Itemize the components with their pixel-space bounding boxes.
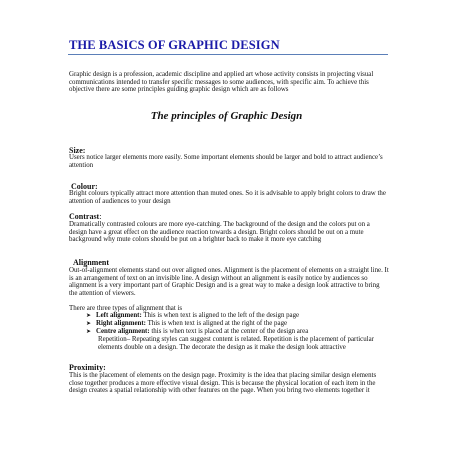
alignment-type-centre-label: Centre alignment: [96,328,150,335]
contrast-heading-label: Contrast [69,212,100,221]
arrow-bullet-icon: ➤ [86,313,92,319]
title-underline [68,54,388,55]
contrast-heading [69,212,101,221]
alignment-type-left-text: This is when text is aligned to the left of the design page [141,312,300,319]
intro-paragraph: Graphic design is a profession, academic discipline and applied art whose activity consists in projecting visual communications intended to transfer specific messages to some audiences, with specific aim. To achieve this objective there are some principles guiding graphic design which are as follows [69,71,374,94]
colour-heading: Colour: [71,182,98,191]
document-title: THE BASICS OF GRAPHIC DESIGN [69,38,280,52]
alignment-heading: Alignment [73,258,109,267]
size-text: Users notice larger elements more easily. Some important elements should be larger and bold to attract audience’s attention [69,154,383,169]
alignment-type-right-text: This is when text is aligned at the right of the page [145,320,288,327]
alignment-type-centre-text: this is when text is placed at the center of the design area [149,328,309,335]
repetition-text: Repetition– Repeating styles can suggest content is related. Repetition is the placement of particular elements double on a design. The decorate the design as it make the design look attractive [98,336,374,351]
colour-text: Bright colours typically attract more attention than muted ones. So it is advisable to apply bright colors to draw the attention of audiences to your design [69,190,386,205]
alignment-type-right-label: Right alignment: [96,320,146,327]
size-heading: Size: [69,146,86,155]
alignment-types-intro: There are three types of alignment that is [69,305,183,312]
principles-subtitle: The principles of Graphic Design [150,110,303,122]
arrow-bullet-icon: ➤ [86,329,92,335]
alignment-text: Out-of-alignment elements stand out over aligned ones. Alignment is the placement of elements on a straight line. It is an arrangement of text on an invisible line. A design without an alignment is easily notice by audiences so alignment is a very important part of Graphic Design and is a great way to make a design look attractive to bring the attention of viewers. [69,267,389,297]
proximity-text: This is the placement of elements on the design page. Proximity is the idea that placing similar design elements close together produces a more effective visual design. This is because the physical location of each item in the design creates a spatial relationship with other features on the page. When you bring two elements together it [69,372,377,395]
alignment-type-left-label: Left alignment: [96,312,142,319]
contrast-heading-colon: : [99,212,102,221]
proximity-heading: Proximity: [69,363,106,372]
contrast-text: Dramatically contrasted colours are more eye-catching. The background of the design and the colors put on a design have a great effect on the audience reaction towards a design. Bright colors should be out on a mute background why mute colors should be put on a brighter back to make it more eye catching [69,221,370,244]
arrow-bullet-icon: ➤ [86,321,92,327]
